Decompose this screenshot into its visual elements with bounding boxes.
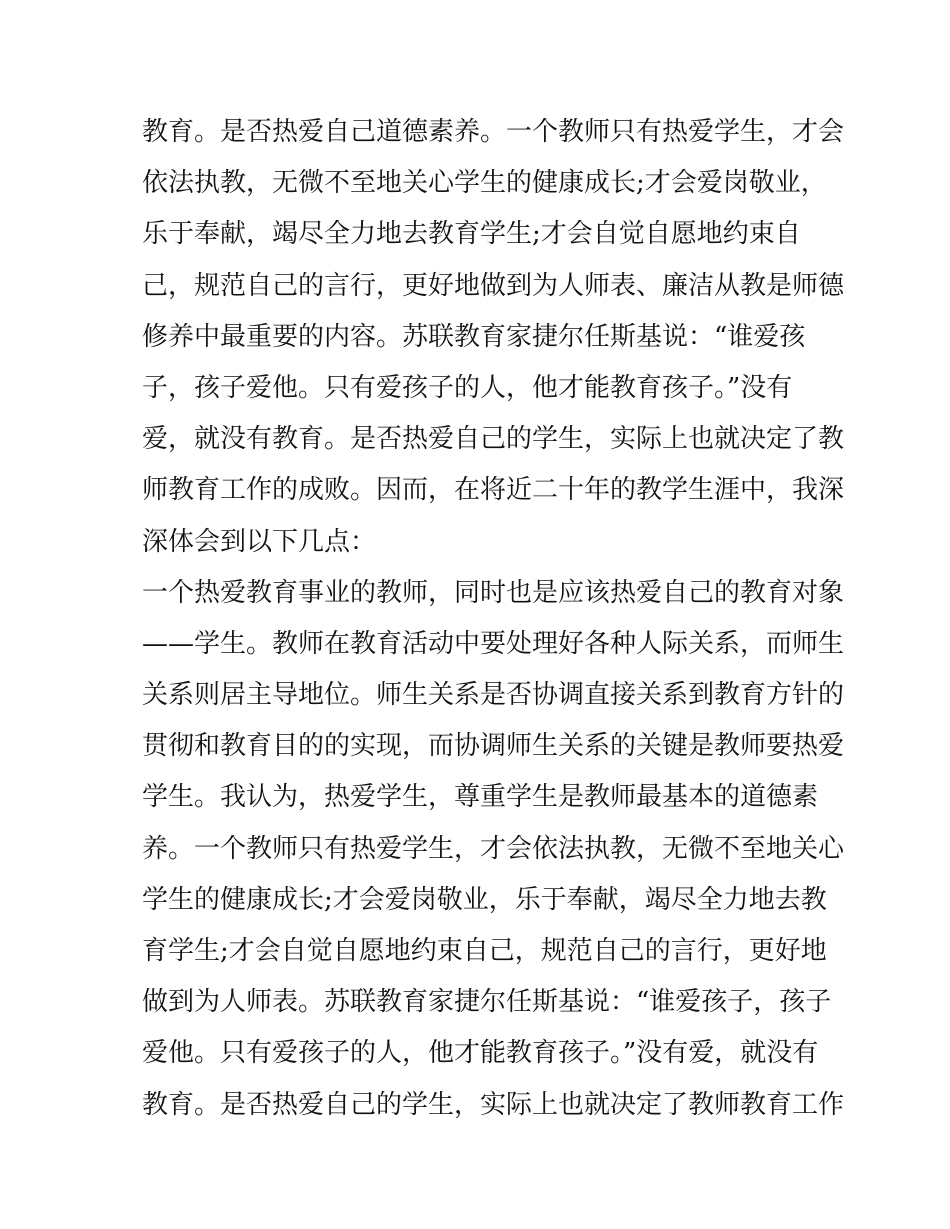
text-line-11: ——学生。教师在教育活动中要处理好各种人际关系，而师生 [142,628,845,659]
text-line-3: 乐于奉献，竭尽全力地去教育学生;才会自觉自愿地约束自 [142,219,801,250]
text-line-20: 教育。是否热爱自己的学生，实际上也就决定了教师教育工作 [142,1089,845,1120]
text-line-13: 贯彻和教育目的的实现，而协调师生关系的关键是教师要热爱 [142,731,845,762]
text-line-2: 依法执教，无微不至地关心学生的健康成长;才会爱岗敬业， [142,168,827,199]
text-line-9: 深体会到以下几点： [142,526,377,557]
text-line-16: 学生的健康成长;才会爱岗敬业，乐于奉献，竭尽全力地去教 [142,884,827,915]
text-line-18: 做到为人师表。苏联教育家捷尔任斯基说：“谁爱孩子，孩子 [142,987,832,1018]
text-line-12: 关系则居主导地位。师生关系是否协调直接关系到教育方针的 [142,680,845,711]
text-line-15: 养。一个教师只有热爱学生，才会依法执教，无微不至地关心 [142,833,845,864]
text-line-8: 师教育工作的成败。因而，在将近二十年的教学生涯中，我深 [142,475,845,506]
text-line-6: 子，孩子爱他。只有爱孩子的人，他才能教育孩子。”没有 [142,372,793,403]
body-text [142,107,845,1131]
text-line-4: 己，规范自己的言行，更好地做到为人师表、廉洁从教是师德 [142,270,845,301]
text-line-14: 学生。我认为，热爱学生，尊重学生是教师最基本的道德素 [142,782,819,813]
text-line-7: 爱，就没有教育。是否热爱自己的学生，实际上也就决定了教 [142,424,845,455]
text-line-10: 一个热爱教育事业的教师，同时也是应该热爱自己的教育对象 [142,577,845,608]
text-line-5: 修养中最重要的内容。苏联教育家捷尔任斯基说：“谁爱孩 [142,321,806,352]
text-line-1: 教育。是否热爱自己道德素养。一个教师只有热爱学生，才会 [142,117,845,147]
text-line-17: 育学生;才会自觉自愿地约束自己，规范自己的言行，更好地 [142,936,827,966]
text-line-19: 爱他。只有爱孩子的人，他才能教育孩子。”没有爱，就没有 [142,1038,819,1069]
